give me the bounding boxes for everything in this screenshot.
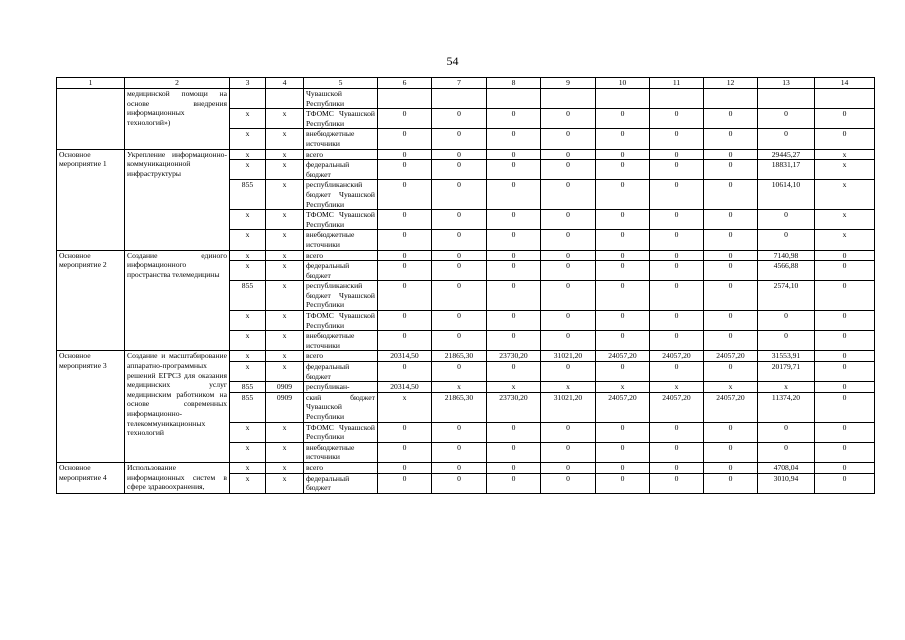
value-cell: 0: [487, 473, 541, 493]
value-cell: 0: [815, 382, 875, 393]
value-cell: 0: [815, 462, 875, 473]
value-cell: 0: [378, 250, 432, 261]
value-cell: 10614,10: [758, 180, 815, 210]
value-cell: 0: [704, 129, 758, 149]
value-cell: 0: [541, 109, 596, 129]
code-cell: х: [230, 462, 266, 473]
code-cell: х: [266, 129, 304, 149]
value-cell: 0: [704, 250, 758, 261]
measure-1-name: Укрепление информационно-коммуникационной инфраструктуры: [125, 149, 230, 250]
value-cell: 0: [758, 129, 815, 149]
value-cell: х: [596, 382, 650, 393]
column-number-5: 5: [304, 78, 378, 89]
value-cell: 0: [541, 281, 596, 311]
code-cell: х: [266, 230, 304, 250]
value-cell: [758, 89, 815, 109]
value-cell: 0: [432, 160, 487, 180]
value-cell: 24057,20: [596, 392, 650, 422]
value-cell: 0: [432, 473, 487, 493]
code-cell: х: [266, 311, 304, 331]
value-cell: 0: [432, 210, 487, 230]
value-cell: 0: [596, 250, 650, 261]
value-cell: 23730,20: [487, 351, 541, 362]
value-cell: 18831,17: [758, 160, 815, 180]
funding-source: ТФОМС Чувашской Республики: [304, 311, 378, 331]
value-cell: 0: [650, 473, 704, 493]
measure-3-label: Основное мероприятие 3: [57, 351, 125, 463]
value-cell: 20314,50: [378, 382, 432, 393]
code-cell: х: [230, 473, 266, 493]
column-number-4: 4: [266, 78, 304, 89]
funding-source: внебюджетные источники: [304, 442, 378, 462]
value-cell: 0: [541, 160, 596, 180]
value-cell: 0: [487, 311, 541, 331]
value-cell: 0: [704, 210, 758, 230]
column-number-2: 2: [125, 78, 230, 89]
code-cell: 0909: [266, 392, 304, 422]
value-cell: 0: [487, 180, 541, 210]
page-number: 54: [446, 54, 459, 68]
value-cell: 0: [378, 149, 432, 160]
value-cell: 0: [704, 473, 758, 493]
value-cell: х: [378, 392, 432, 422]
code-cell: 855: [230, 180, 266, 210]
value-cell: 0: [378, 160, 432, 180]
value-cell: 0: [650, 422, 704, 442]
value-cell: 0: [815, 392, 875, 422]
table-row: [57, 462, 875, 473]
value-cell: 0: [432, 109, 487, 129]
value-cell: [704, 89, 758, 109]
value-cell: 0: [432, 311, 487, 331]
code-cell: х: [230, 160, 266, 180]
value-cell: 0: [704, 281, 758, 311]
value-cell: 0: [541, 422, 596, 442]
value-cell: 0: [541, 261, 596, 281]
value-cell: 0: [815, 129, 875, 149]
value-cell: 0: [704, 109, 758, 129]
code-cell: х: [230, 261, 266, 281]
value-cell: 0: [432, 129, 487, 149]
code-cell: х: [266, 261, 304, 281]
value-cell: 0: [596, 442, 650, 462]
value-cell: 0: [432, 281, 487, 311]
value-cell: 0: [758, 331, 815, 351]
value-cell: 0: [815, 311, 875, 331]
value-cell: 0: [487, 422, 541, 442]
value-cell: 0: [432, 422, 487, 442]
code-cell: х: [230, 210, 266, 230]
value-cell: 0: [487, 149, 541, 160]
value-cell: 0: [487, 462, 541, 473]
value-cell: 0: [650, 210, 704, 230]
code-cell: х: [266, 331, 304, 351]
value-cell: 0: [704, 462, 758, 473]
continuation-label: [57, 89, 125, 150]
value-cell: х: [815, 180, 875, 210]
value-cell: 0: [432, 362, 487, 382]
value-cell: 0: [596, 109, 650, 129]
value-cell: 0: [815, 261, 875, 281]
value-cell: 4708,04: [758, 462, 815, 473]
value-cell: 7140,98: [758, 250, 815, 261]
value-cell: 0: [541, 230, 596, 250]
value-cell: 0: [487, 331, 541, 351]
value-cell: 0: [596, 473, 650, 493]
value-cell: 0: [432, 261, 487, 281]
value-cell: 0: [487, 261, 541, 281]
value-cell: 0: [596, 462, 650, 473]
value-cell: 0: [541, 180, 596, 210]
value-cell: 0: [596, 281, 650, 311]
value-cell: 0: [650, 462, 704, 473]
value-cell: 0: [758, 109, 815, 129]
code-cell: 855: [230, 392, 266, 422]
code-cell: х: [230, 230, 266, 250]
header-row: [57, 78, 875, 89]
value-cell: 4566,88: [758, 261, 815, 281]
value-cell: 0: [704, 442, 758, 462]
value-cell: 0: [758, 230, 815, 250]
value-cell: 0: [758, 442, 815, 462]
continuation-name: медицинской помощи на основе внедрения информационных технологий»): [125, 89, 230, 150]
funding-source: федеральный бюджет: [304, 362, 378, 382]
value-cell: 0: [378, 442, 432, 462]
code-cell: х: [230, 331, 266, 351]
value-cell: 24057,20: [596, 351, 650, 362]
column-number-13: 13: [758, 78, 815, 89]
value-cell: х: [432, 382, 487, 393]
column-number-11: 11: [650, 78, 704, 89]
code-cell: х: [230, 362, 266, 382]
code-cell: х: [266, 160, 304, 180]
value-cell: 0: [596, 149, 650, 160]
code-cell: х: [266, 362, 304, 382]
code-cell: х: [266, 281, 304, 311]
value-cell: 24057,20: [650, 351, 704, 362]
code-cell: [230, 89, 266, 109]
funding-source: ТФОМС Чувашской Республики: [304, 422, 378, 442]
value-cell: 31021,20: [541, 392, 596, 422]
code-cell: х: [230, 109, 266, 129]
value-cell: 0: [541, 442, 596, 462]
value-cell: [596, 89, 650, 109]
value-cell: 0: [541, 250, 596, 261]
code-cell: х: [230, 129, 266, 149]
code-cell: х: [230, 351, 266, 362]
code-cell: х: [266, 250, 304, 261]
code-cell: х: [266, 473, 304, 493]
value-cell: 29445,27: [758, 149, 815, 160]
code-cell: х: [230, 442, 266, 462]
measure-4-label: Основное мероприятие 4: [57, 462, 125, 493]
value-cell: 0: [487, 230, 541, 250]
measure-3-name: Создание и масштабирование аппаратно-программных решений ЕГРСЗ для оказания медицинских услуг медицинским работником на основе современных информационно-телекоммуникационных технологий: [125, 351, 230, 463]
code-cell: х: [266, 462, 304, 473]
funding-source: ТФОМС Чувашской Республики: [304, 109, 378, 129]
value-cell: 0: [596, 261, 650, 281]
funding-source: федеральный бюджет: [304, 473, 378, 493]
value-cell: 0: [704, 331, 758, 351]
code-cell: [266, 89, 304, 109]
value-cell: х: [758, 382, 815, 393]
value-cell: 0: [432, 149, 487, 160]
value-cell: 0: [487, 281, 541, 311]
value-cell: 0: [378, 362, 432, 382]
code-cell: х: [230, 149, 266, 160]
value-cell: 0: [704, 149, 758, 160]
value-cell: 3010,94: [758, 473, 815, 493]
code-cell: х: [266, 351, 304, 362]
column-number-3: 3: [230, 78, 266, 89]
value-cell: 24057,20: [704, 392, 758, 422]
value-cell: 0: [596, 311, 650, 331]
value-cell: 0: [378, 422, 432, 442]
value-cell: 0: [596, 331, 650, 351]
value-cell: 0: [487, 160, 541, 180]
value-cell: 0: [704, 261, 758, 281]
value-cell: 0: [378, 331, 432, 351]
table-row: [57, 250, 875, 261]
funding-source: всего: [304, 149, 378, 160]
value-cell: 0: [541, 210, 596, 230]
code-cell: х: [230, 250, 266, 261]
value-cell: 0: [596, 422, 650, 442]
value-cell: [815, 89, 875, 109]
value-cell: 0: [650, 180, 704, 210]
value-cell: 0: [650, 250, 704, 261]
value-cell: 20179,71: [758, 362, 815, 382]
value-cell: 0: [650, 331, 704, 351]
value-cell: х: [815, 149, 875, 160]
column-number-12: 12: [704, 78, 758, 89]
value-cell: 0: [487, 129, 541, 149]
value-cell: 0: [815, 442, 875, 462]
table-row: [57, 89, 875, 109]
funding-source: внебюджетные источники: [304, 331, 378, 351]
budget-table: [56, 77, 875, 494]
funding-source: всего: [304, 351, 378, 362]
value-cell: 0: [432, 180, 487, 210]
value-cell: 0: [704, 311, 758, 331]
code-cell: х: [266, 210, 304, 230]
value-cell: 24057,20: [650, 392, 704, 422]
value-cell: 0: [704, 230, 758, 250]
value-cell: х: [487, 382, 541, 393]
funding-source: Чувашской Республики: [304, 89, 378, 109]
code-cell: х: [266, 109, 304, 129]
value-cell: 0: [378, 281, 432, 311]
code-cell: х: [230, 311, 266, 331]
value-cell: 0: [378, 180, 432, 210]
funding-source: ский бюджет Чувашской Республики: [304, 392, 378, 422]
funding-source: всего: [304, 462, 378, 473]
value-cell: 0: [541, 129, 596, 149]
value-cell: 0: [596, 160, 650, 180]
value-cell: 0: [487, 210, 541, 230]
value-cell: 0: [378, 462, 432, 473]
funding-source: ТФОМС Чувашской Республики: [304, 210, 378, 230]
code-cell: х: [266, 149, 304, 160]
value-cell: х: [815, 160, 875, 180]
value-cell: 0: [815, 473, 875, 493]
value-cell: 0: [704, 422, 758, 442]
column-number-9: 9: [541, 78, 596, 89]
value-cell: 23730,20: [487, 392, 541, 422]
value-cell: 0: [650, 362, 704, 382]
value-cell: 0: [815, 250, 875, 261]
value-cell: 0: [378, 311, 432, 331]
value-cell: 31553,91: [758, 351, 815, 362]
value-cell: 0: [650, 230, 704, 250]
value-cell: 0: [815, 362, 875, 382]
value-cell: 0: [541, 149, 596, 160]
measure-4-name: Использование информационных систем в сфере здравоохранения,: [125, 462, 230, 493]
value-cell: 21865,30: [432, 392, 487, 422]
value-cell: 0: [487, 362, 541, 382]
value-cell: [541, 89, 596, 109]
column-number-14: 14: [815, 78, 875, 89]
value-cell: х: [650, 382, 704, 393]
value-cell: 31021,20: [541, 351, 596, 362]
code-cell: 855: [230, 382, 266, 393]
value-cell: 0: [541, 473, 596, 493]
value-cell: 0: [650, 261, 704, 281]
value-cell: 0: [378, 109, 432, 129]
funding-source: республикан-: [304, 382, 378, 393]
value-cell: 0: [650, 109, 704, 129]
funding-source: внебюджетные источники: [304, 230, 378, 250]
value-cell: 0: [815, 422, 875, 442]
value-cell: 0: [650, 160, 704, 180]
table-row: [57, 149, 875, 160]
value-cell: 0: [758, 210, 815, 230]
measure-2-name: Создание единого информационного пространства телемедицины: [125, 250, 230, 351]
value-cell: 24057,20: [704, 351, 758, 362]
value-cell: 0: [596, 180, 650, 210]
measure-2-label: Основное мероприятие 2: [57, 250, 125, 351]
value-cell: 0: [541, 311, 596, 331]
value-cell: 0: [378, 230, 432, 250]
value-cell: [487, 89, 541, 109]
value-cell: 0: [596, 129, 650, 149]
value-cell: 0: [541, 362, 596, 382]
column-number-10: 10: [596, 78, 650, 89]
value-cell: 0: [596, 362, 650, 382]
table-row: [57, 351, 875, 362]
column-number-1: 1: [57, 78, 125, 89]
value-cell: 0: [758, 311, 815, 331]
funding-source: федеральный бюджет: [304, 160, 378, 180]
value-cell: 0: [378, 210, 432, 230]
value-cell: 0: [650, 311, 704, 331]
value-cell: 21865,30: [432, 351, 487, 362]
value-cell: 0: [541, 331, 596, 351]
funding-source: республиканский бюджет Чувашской Республики: [304, 180, 378, 210]
code-cell: х: [266, 442, 304, 462]
code-cell: 0909: [266, 382, 304, 393]
code-cell: х: [266, 180, 304, 210]
value-cell: 0: [432, 442, 487, 462]
value-cell: 0: [432, 462, 487, 473]
value-cell: 0: [596, 230, 650, 250]
value-cell: 0: [704, 180, 758, 210]
value-cell: 0: [596, 210, 650, 230]
code-cell: 855: [230, 281, 266, 311]
value-cell: х: [815, 210, 875, 230]
value-cell: 0: [487, 109, 541, 129]
column-number-7: 7: [432, 78, 487, 89]
value-cell: 0: [650, 129, 704, 149]
value-cell: 11374,20: [758, 392, 815, 422]
value-cell: 0: [704, 362, 758, 382]
value-cell: 0: [378, 261, 432, 281]
value-cell: 0: [650, 149, 704, 160]
value-cell: х: [541, 382, 596, 393]
funding-source: всего: [304, 250, 378, 261]
funding-source: внебюджетные источники: [304, 129, 378, 149]
value-cell: [650, 89, 704, 109]
value-cell: х: [704, 382, 758, 393]
value-cell: 0: [378, 473, 432, 493]
value-cell: 0: [650, 442, 704, 462]
value-cell: [432, 89, 487, 109]
funding-source: республиканский бюджет Чувашской Республики: [304, 281, 378, 311]
value-cell: х: [815, 230, 875, 250]
column-number-8: 8: [487, 78, 541, 89]
code-cell: х: [230, 422, 266, 442]
value-cell: 0: [815, 351, 875, 362]
code-cell: х: [266, 422, 304, 442]
value-cell: 0: [815, 109, 875, 129]
value-cell: 0: [541, 462, 596, 473]
value-cell: [378, 89, 432, 109]
value-cell: 0: [815, 281, 875, 311]
value-cell: 20314,50: [378, 351, 432, 362]
value-cell: 0: [487, 442, 541, 462]
value-cell: 2574,10: [758, 281, 815, 311]
value-cell: 0: [650, 281, 704, 311]
value-cell: 0: [432, 331, 487, 351]
value-cell: 0: [704, 160, 758, 180]
value-cell: 0: [432, 250, 487, 261]
value-cell: 0: [815, 331, 875, 351]
measure-1-label: Основное мероприятие 1: [57, 149, 125, 250]
funding-source: федеральный бюджет: [304, 261, 378, 281]
value-cell: 0: [758, 422, 815, 442]
value-cell: 0: [378, 129, 432, 149]
column-number-6: 6: [378, 78, 432, 89]
value-cell: 0: [432, 230, 487, 250]
value-cell: 0: [487, 250, 541, 261]
